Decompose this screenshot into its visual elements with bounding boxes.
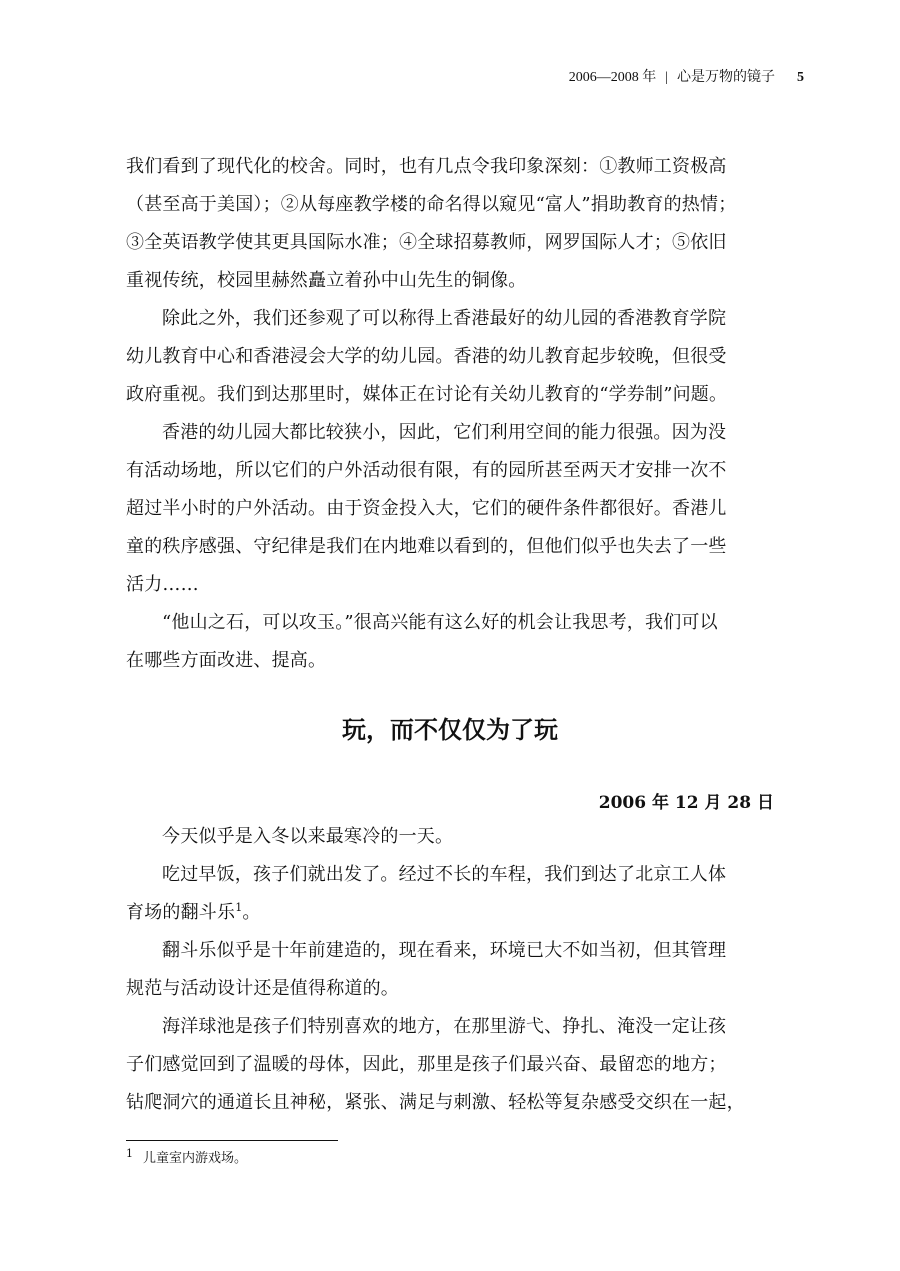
text-line: 今天似乎是入冬以来最寒冷的一天。 [162,826,454,847]
text-fragment: 育场的翻斗乐 [126,902,236,923]
text-line: 在哪些方面改进、提高。 [126,650,327,671]
article-paragraph-1 [126,818,774,856]
text-line: 幼儿教育中心和香港浸会大学的幼儿园。香港的幼儿教育起步较晚，但很受 [126,346,727,367]
text-line: 海洋球池是孩子们特别喜欢的地方，在那里游弋、挣扎、淹没一定让孩 [162,1016,727,1037]
running-header [569,68,804,88]
text-line: 规范与活动设计还是值得称道的。 [126,978,399,999]
text-line: “他山之石，可以攻玉。”很高兴能有这么好的机会让我思考，我们可以 [162,612,718,633]
text-line: 翻斗乐似乎是十年前建造的，现在看来，环境已大不如当初，但其管理 [162,940,727,961]
article-body [126,818,774,1122]
paragraph-2 [126,300,774,414]
header-section-title: 心是万物的镜子 [677,70,775,85]
text-line: 钻爬洞穴的通道长且神秘，紧张、满足与刺激、轻松等复杂感受交织在一起， [126,1092,745,1113]
paragraph-1 [126,148,774,300]
text-line: ③全英语教学使其更具国际水准；④全球招募教师，网罗国际人才；⑤依旧 [126,232,727,253]
text-line: 香港的幼儿园大都比较狭小，因此，它们利用空间的能力很强。因为没 [162,422,727,443]
article-paragraph-4 [126,1008,774,1122]
text-line: 超过半小时的户外活动。由于资金投入大，它们的硬件条件都很好。香港儿 [126,498,727,519]
text-line: 吃过早饭，孩子们就出发了。经过不长的车程，我们到达了北京工人体 [162,864,727,885]
text-line: 童的秩序感强、守纪律是我们在内地难以看到的，但他们似乎也失去了一些 [126,536,727,557]
article-paragraph-3 [126,932,774,1008]
article-title: 玩，而不仅仅为了玩 [342,715,558,744]
text-line: 政府重视。我们到达那里时，媒体正在讨论有关幼儿教育的“学券制”问题。 [126,384,728,405]
page-number: 5 [797,70,804,85]
text-fragment: 。 [242,902,261,923]
paragraph-3 [126,414,774,604]
text-line: （甚至高于美国）；②从每座教学楼的命名得以窥见“富人”捐助教育的热情； [126,194,737,215]
text-line: 子们感觉回到了温暖的母体，因此，那里是孩子们最兴奋、最留恋的地方； [126,1054,727,1075]
footnote-reference: 1 [235,901,243,914]
text-line: 我们看到了现代化的校舍。同时，也有几点令我印象深刻：①教师工资极高 [126,156,727,177]
header-separator: | [665,70,668,85]
text-line: 有活动场地，所以它们的户外活动很有限，有的园所甚至两天才安排一次不 [126,460,727,481]
section1-body [126,148,774,680]
text-line: 除此之外，我们还参观了可以称得上香港最好的幼儿园的香港教育学院 [162,308,727,329]
footnote-number: 1 [126,1146,133,1160]
header-years: 2006—2008 年 [568,70,657,85]
text-line: 重视传统，校园里赫然矗立着孙中山先生的铜像。 [126,270,527,291]
text-line: 活力…… [126,574,199,595]
footnote-text: 儿童室内游戏场。 [143,1151,248,1166]
text-line [126,894,774,932]
footnote [126,1146,248,1169]
footnote-rule [126,1140,338,1141]
article-paragraph-2 [126,856,774,932]
paragraph-4 [126,604,774,680]
article-date: 2006 年 12 月 28 日 [598,793,774,813]
